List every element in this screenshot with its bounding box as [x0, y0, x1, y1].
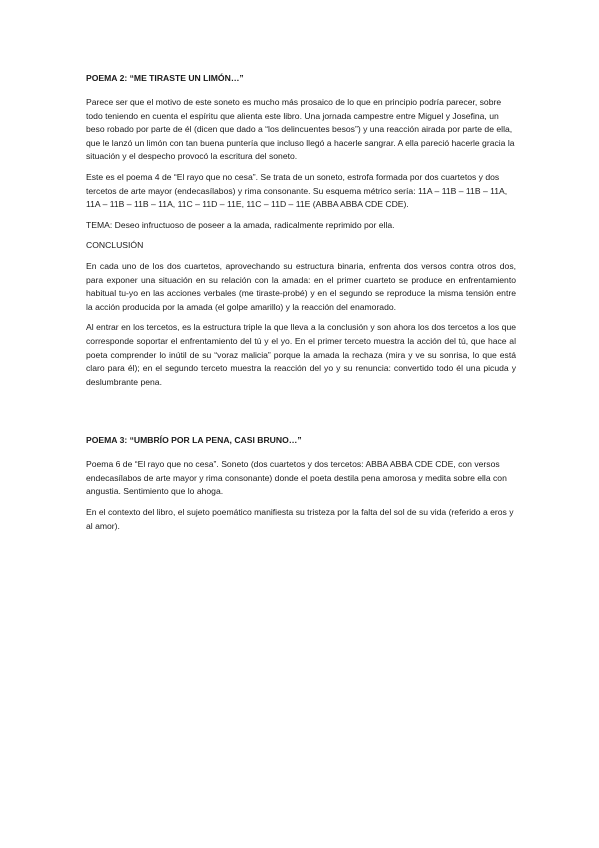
- poem2-tema: TEMA: Deseo infructuoso de poseer a la amada, radicalmente reprimido por ella.: [86, 219, 395, 230]
- poem2-structure-paragraph: Este es el poema 4 de “El rayo que no cesa”. Se trata de un soneto, estrofa formada por dos cuartetos y dos tercetos de arte mayor (endecasílabos) y rima consonante. Su esquema métrico sería: 11A – 11B – 11B – 11A, 11A – 11B – 11B – 11A, 11C – 11D – 11E, 11C – 11D – 11E (ABBA ABBA CDE CDE).: [86, 171, 508, 210]
- poem3-title: POEMA 3: “UMBRÍO POR LA PENA, CASI BRUNO…”: [86, 435, 302, 446]
- poem3-intro-paragraph: Poema 6 de “El rayo que no cesa”. Soneto (dos cuartetos y dos tercetos: ABBA ABBA CDE CDE, con versos endecasílabos de arte mayor y rima consonante) donde el poeta destila pena amorosa y medita sobre ella con angustia. Sentimiento que lo ahoga.: [86, 459, 507, 497]
- document-content: [86, 72, 516, 540]
- section-spacer: [86, 396, 516, 434]
- poem2-title: POEMA 2: “ME TIRASTE UN LIMÓN…”: [86, 73, 244, 83]
- poem3-context-paragraph: En el contexto del libro, el sujeto poemático manifiesta su tristeza por la falta del sol de su vida (referido a eros y al amor).: [86, 507, 514, 531]
- conclusion-label: CONCLUSIÓN: [86, 240, 144, 251]
- poem2-conclusion-paragraph-1: En cada uno de los dos cuartetos, aprovechando su estructura binaria, enfrenta dos versos contra otros dos, para exponer una situación en su relación con la amada: en el primer cuarteto se produce en enfrentamiento habitual tu-yo en las acciones verbales (me tiraste-probé) y en el segundo se reproduce la misma tensión entre la acción producida por la amada (el golpe amarillo) y la reacción del enamorado.: [86, 260, 516, 312]
- poem2-conclusion-paragraph-2: Al entrar en los tercetos, es la estructura triple la que lleva a la conclusión y son ahora los dos tercetos a los que corresponde soportar el enfrentamiento del tú y el yo. En el primer terceto muestra la acción del tú, que hace al poeta comprender lo inútil de su “voraz malicia” porque la amada la rechaza (mira y ve su sonrisa, lo que está claro para él); en el segundo terceto muestra la reacción del yo y su renuncia: convertido todo él una picuda y deslumbrante pena.: [86, 322, 516, 387]
- poem2-intro-paragraph: Parece ser que el motivo de este soneto es mucho más prosaico de lo que en principio podría parecer, sobre todo teniendo en cuenta el espíritu que alienta este libro. Una jornada campestre entre Miguel y Josefina, un beso robado por parte de él (dicen que dado a “los delincuentes besos”) y una reacción airada por parte de ella, que le lanzó un limón con tan buena puntería que incluso llegó a hacerle sangrar. A ella pareció hacerle gracia la situación y el despecho provocó la escritura del soneto.: [86, 97, 515, 162]
